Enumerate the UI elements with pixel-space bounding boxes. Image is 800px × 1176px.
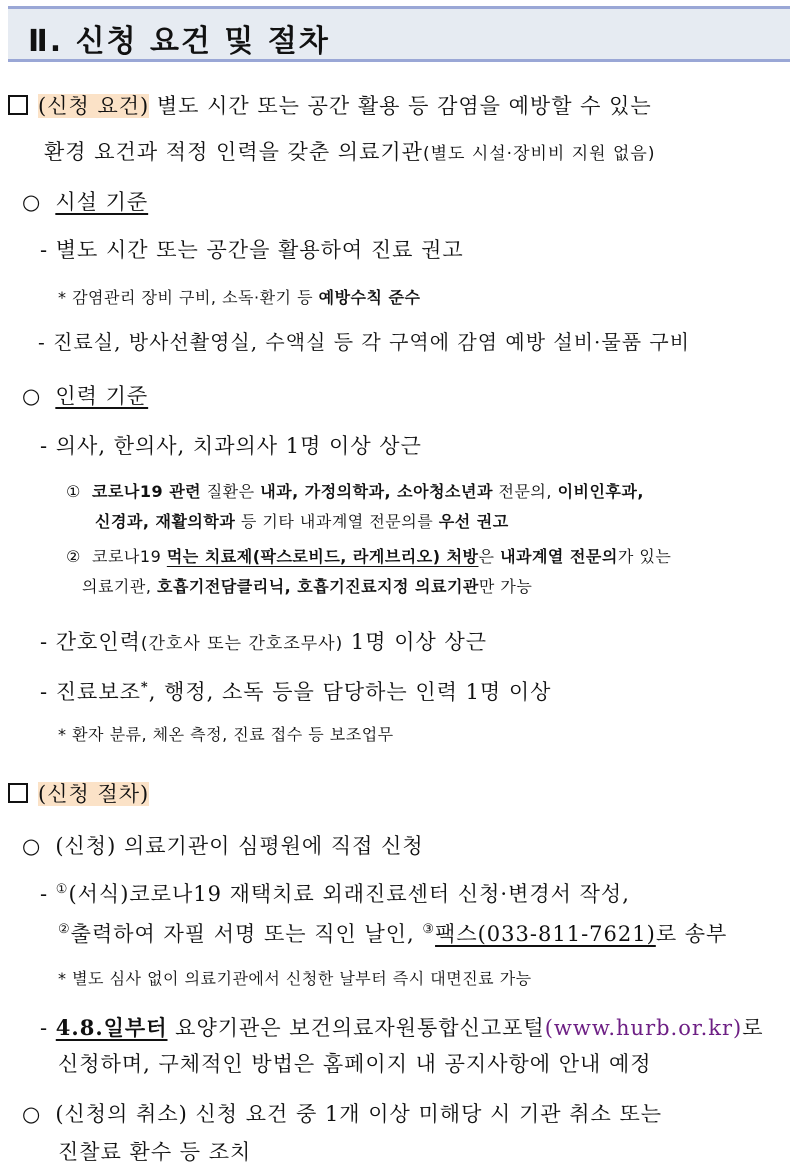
o2-a: (신청의 취소) 신청 요건 중 1개 이상 미해당 시 기관 취소 또는 bbox=[55, 1102, 663, 1126]
requirement-label: (신청 요건) bbox=[38, 94, 150, 118]
procedure-label: (신청 절차) bbox=[38, 782, 150, 806]
s2-a: 요양기관은 보건의료자원통합신고포털 bbox=[167, 1016, 545, 1040]
facility-item-1: - 별도 시간 또는 공간을 활용하여 진료 권고 bbox=[40, 238, 464, 262]
procedure-step-2-line-2: 신청하며, 구체적인 방법은 홈페이지 내 공지사항에 안내 예정 bbox=[58, 1052, 652, 1076]
item2-b: (간호사 또는 간호조무사) bbox=[140, 634, 344, 654]
item3-b: , 행정, 소독 등을 담당하는 인력 1명 이상 bbox=[148, 680, 552, 704]
sup-3: ③ bbox=[422, 922, 436, 937]
circle-bullet-icon: ○ bbox=[22, 1102, 42, 1126]
facility-heading-line bbox=[22, 186, 148, 216]
procedure-note: * 별도 심사 없이 의료기관에서 신청한 날부터 즉시 대면진료 가능 bbox=[58, 969, 532, 988]
staff-note-2-line-2 bbox=[82, 574, 532, 597]
item2-a: - 간호인력 bbox=[40, 630, 141, 654]
n2-g: 호흡기전담클리닉, 호흡기진료지정 의료기관 bbox=[157, 577, 479, 596]
n1-f: 신경과, 재활의학과 bbox=[95, 512, 236, 531]
checkbox-square-icon bbox=[8, 95, 28, 115]
section-title: Ⅱ. 신청 요건 및 절차 bbox=[28, 24, 330, 59]
n1-c: 내과, 가정의학과, 소아청소년과 bbox=[260, 482, 493, 501]
start-date: 4.8.일부터 bbox=[55, 1015, 168, 1040]
footnote-star: * bbox=[140, 680, 149, 695]
sup-2: ② bbox=[58, 922, 71, 937]
procedure-o2-line-2: 진찰료 환수 등 조치 bbox=[58, 1140, 252, 1164]
procedure-step-1-line-2 bbox=[58, 918, 727, 948]
checkbox-square-icon bbox=[8, 783, 28, 803]
fax-number: 팩스(033-811-7621) bbox=[435, 922, 656, 946]
staff-note-1-line-1 bbox=[66, 479, 644, 502]
facility-note-1 bbox=[58, 285, 420, 308]
n2-h: 만 가능 bbox=[478, 577, 533, 596]
circle-bullet-icon: ○ bbox=[22, 834, 42, 858]
n1-e: 이비인후과, bbox=[557, 482, 644, 501]
facility-heading: 시설 기준 bbox=[55, 190, 149, 214]
number-1: ① bbox=[66, 482, 81, 501]
sup-1: ① bbox=[55, 882, 69, 897]
staff-note-3: * 환자 분류, 체온 측정, 진료 접수 등 보조업무 bbox=[58, 725, 394, 744]
procedure-step-1-line-1: - ①(서식)코로나19 재택치료 외래진료센터 신청·변경서 작성, bbox=[40, 882, 630, 906]
n2-a: 코로나19 bbox=[92, 547, 167, 566]
facility-item-2: - 진료실, 방사선촬영실, 수액실 등 각 구역에 감염 예방 설비·물품 구비 bbox=[38, 330, 691, 354]
n2-f: 의료기관, bbox=[82, 577, 157, 596]
n1-b: 질환은 bbox=[201, 482, 261, 501]
n2-b: 먹는 치료제(팍스로비드, 라게브리오) 처방 bbox=[166, 547, 479, 566]
requirement-line-2 bbox=[44, 136, 655, 166]
section-title-bar bbox=[8, 6, 790, 62]
number-2: ② bbox=[66, 547, 81, 566]
staff-note-1-line-2 bbox=[95, 509, 509, 532]
requirement-line-1 bbox=[8, 90, 652, 120]
staff-item-2 bbox=[40, 626, 487, 656]
requirement-note: (별도 시설·장비비 지원 없음) bbox=[422, 144, 656, 164]
procedure-heading-line bbox=[8, 778, 149, 808]
staff-note-2-line-1 bbox=[66, 544, 671, 567]
requirement-text-1: 별도 시간 또는 공간 활용 등 감염을 예방할 수 있는 bbox=[149, 94, 652, 118]
n2-e: 가 있는 bbox=[617, 547, 672, 566]
procedure-step-2-line-1: - 4.8.일부터 요양기관은 보건의료자원통합신고포털(www.hurb.or.kr)로 bbox=[40, 1015, 764, 1040]
n2-d: 내과계열 전문의 bbox=[500, 547, 618, 566]
s1-c: 로 송부 bbox=[655, 922, 728, 946]
n1-d: 전문의, bbox=[492, 482, 558, 501]
hurb-link[interactable]: (www.hurb.or.kr) bbox=[544, 1016, 743, 1040]
n1-h: 우선 권고 bbox=[438, 512, 509, 531]
procedure-o2-line-1 bbox=[22, 1098, 662, 1128]
staff-item-3 bbox=[40, 676, 551, 706]
requirement-text-2: 환경 요건과 적정 인력을 갖춘 의료기관 bbox=[44, 140, 423, 164]
facility-note-bold: 예방수칙 준수 bbox=[318, 288, 421, 307]
circle-bullet-icon: ○ bbox=[22, 190, 42, 214]
facility-note-text: * 감염관리 장비 구비, 소독·환기 등 bbox=[58, 288, 319, 307]
item3-a: - 진료보조 bbox=[40, 680, 141, 704]
n2-c: 은 bbox=[478, 547, 501, 566]
s1-b: 출력하여 자필 서명 또는 직인 날인, bbox=[70, 922, 423, 946]
procedure-o1-text: (신청) 의료기관이 심평원에 직접 신청 bbox=[55, 834, 424, 858]
staff-item-1: - 의사, 한의사, 치과의사 1명 이상 상근 bbox=[40, 434, 422, 458]
staff-heading-line bbox=[22, 380, 148, 410]
circle-bullet-icon: ○ bbox=[22, 384, 42, 408]
procedure-o1 bbox=[22, 830, 424, 860]
n1-g: 등 기타 내과계열 전문의를 bbox=[235, 512, 439, 531]
s1-a: (서식)코로나19 재택치료 외래진료센터 신청·변경서 작성, bbox=[68, 882, 630, 906]
staff-heading: 인력 기준 bbox=[55, 384, 149, 408]
item2-c: 1명 이상 상근 bbox=[343, 630, 488, 654]
s2-b: 로 bbox=[742, 1016, 764, 1040]
n1-a: 코로나19 관련 bbox=[92, 482, 202, 501]
